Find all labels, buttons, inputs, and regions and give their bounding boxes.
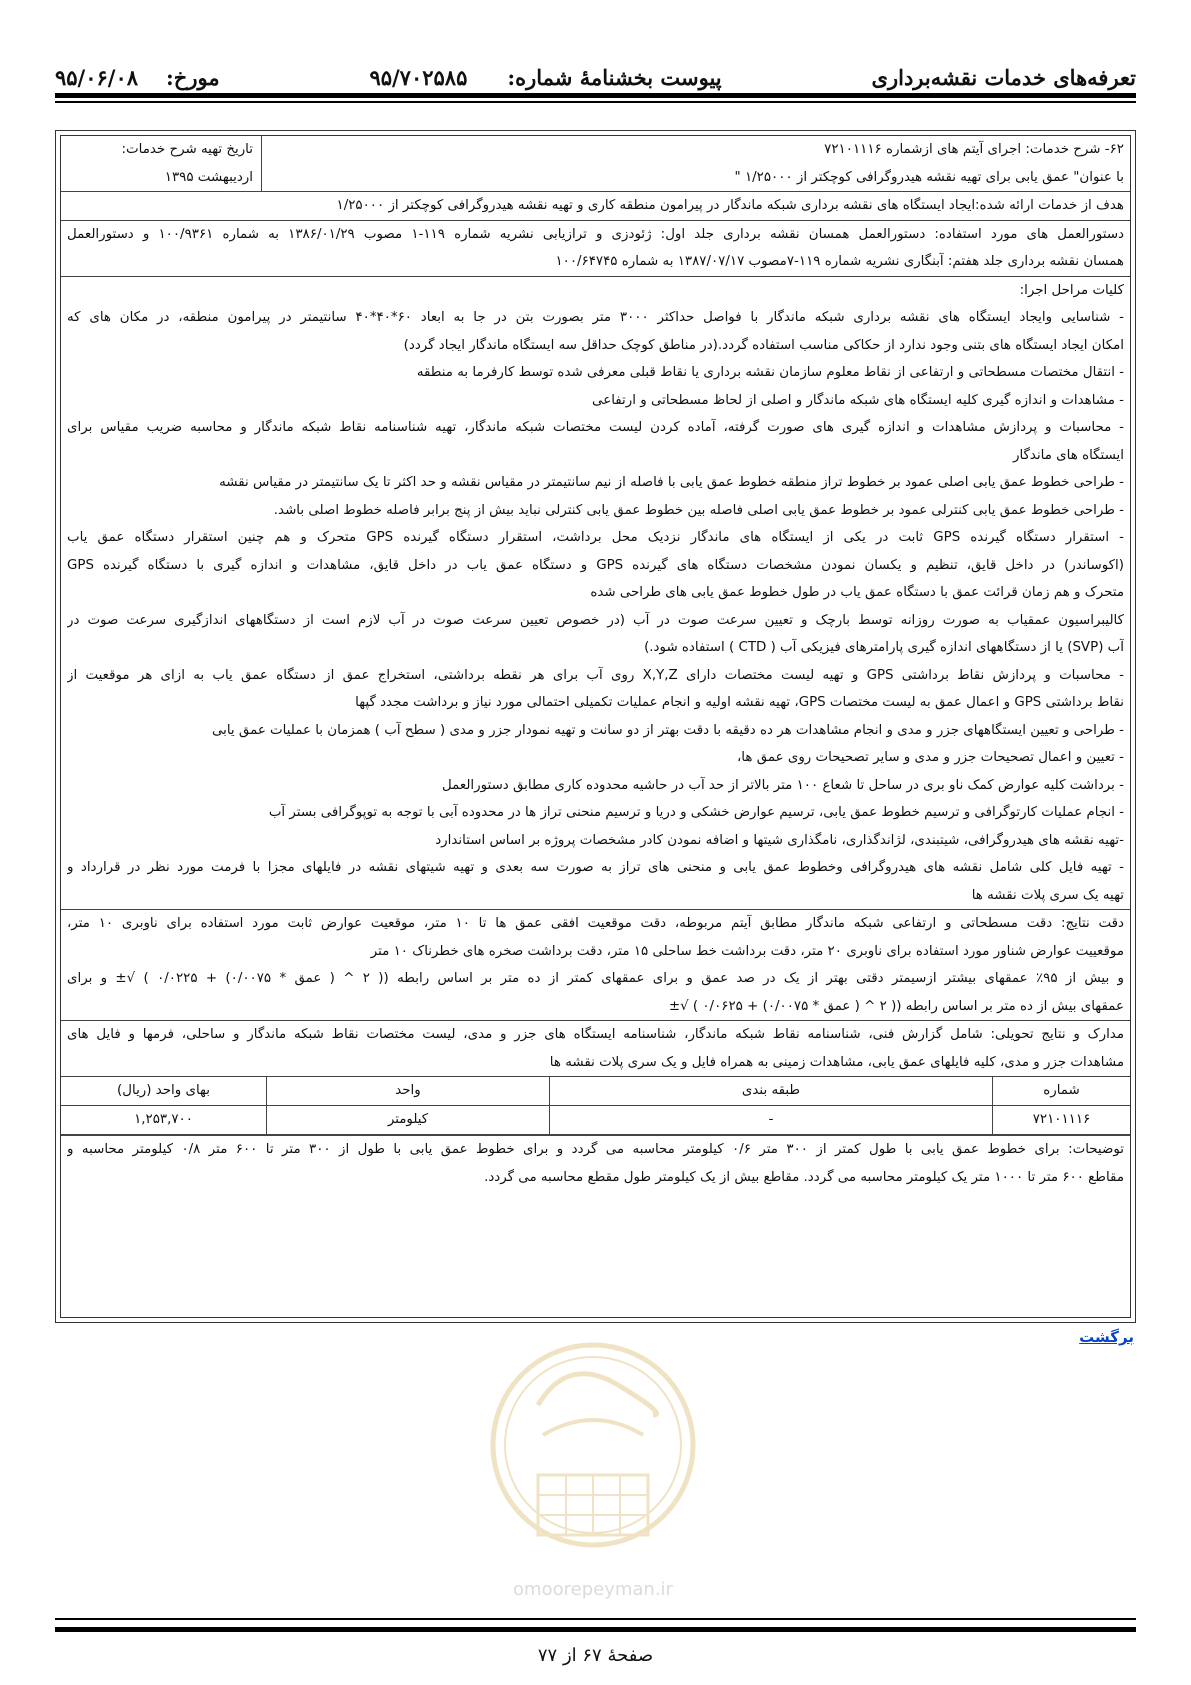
cell-unit: کیلومتر — [267, 1106, 550, 1135]
deliverables-row — [61, 1021, 1130, 1077]
standards-row — [61, 221, 1130, 277]
watermark-logo — [478, 1325, 708, 1615]
text-line: - طراحی خطوط عمق یابی اصلی عمود بر خطوط تراز منطقه خطوط عمق یابی با فاصله از نیم سانتیمتر در مقیاس نقشه و حد اکثر تا یک سانتیمتر در مقیاس نقشه — [219, 475, 1124, 490]
text-line: و بیش از ۹۵٪ عمقهای بیشتر ازسیمتر دقتی بهتر از یک در صد عمق و برای عمقهای کمتر از ده متر بر اساس رابطه (( ۲ ^ ( عمق * ۰/۰۰۷۵) + ۰/۰۲۲۵ ) √± و برای — [67, 971, 1124, 986]
header-cell-category: طبقه بندی — [550, 1077, 993, 1106]
back-link[interactable]: برگشت — [1079, 1328, 1134, 1346]
text-line: ایستگاه های ماندگار — [1013, 447, 1124, 463]
service-date-cell — [61, 136, 261, 191]
service-date-label: تاریخ تهیه شرح خدمات: — [121, 142, 253, 157]
date-info — [55, 65, 220, 90]
text-line: موقعییت عوارض شناور مورد استفاده برای ناوبری ۲۰ متر، دقت برداشت خط ساحلی ۱۵ متر، دقت برداشت صخره های خطرناک ۱۰ متر — [370, 943, 1124, 959]
document-title: تعرفه‌های خدمات نقشه‌برداری — [871, 64, 1136, 90]
text-line: امکان ایجاد ایستگاه های بتنی وجود ندارد از حکاکی مناسب استفاده گردد.(در مناطق کوچک حداقل سه ایستگاه ماندگار ایجاد گردد) — [403, 337, 1124, 353]
standards-line: دستورالعمل های مورد استفاده: دستورالعمل همسان نقشه برداری جلد اول: ژئودزی و ترازیابی نشریه شماره ۱۱۹-۱ مصوب ۱۳۸۶/۰۱/۲۹ به شماره ۱۰۰/۹۳۶۱ و دستورالعمل — [67, 226, 1124, 242]
text-line: - تهیه فایل کلی شامل نقشه های هیدروگرافی وخطوط عمق یابی و منحنی های تراز به صورت سه بعدی و تهیه شیتهای نقشه در فایلهای مجزا با فرمت مورد نظر در قرارداد و — [67, 860, 1124, 875]
goal-row — [61, 192, 1130, 221]
text-line: عمقهای بیش از ده متر بر اساس رابطه (( ۲ ^ ( عمق * ۰/۰۰۷۵) + ۰/۰۶۲۵ ) √± — [668, 998, 1124, 1014]
header-rule-thin — [55, 101, 1136, 103]
text-line: - محاسبات و پردازش نقاط برداشتی GPS و تهیه لیست مختصات دارای X,Y,Z روی آب برای هر نقطه برداشتی، استخراج عمق از دستگاه عمق یاب به ازای هر موقعیت از — [67, 667, 1124, 683]
service-description-line: با عنوان" عمق یابی برای تهیه نقشه هیدروگرافی کوچکتر از ۱/۲۵۰۰۰ " — [734, 169, 1124, 185]
goal-text: هدف از خدمات ارائه شده:ایجاد ایستگاه های نقشه برداری شبکه ماندگار در پیرامون منطقه کاری و تهیه نقشه هیدروگرافی کوچکتر از ۱/۲۵۰۰۰ — [336, 198, 1124, 213]
accuracy-row — [61, 910, 1130, 1021]
text-line: - برداشت کلیه عوارض کمک ناو بری در ساحل تا شعاع ۱۰۰ متر بالاتر از حد آب در حاشیه محدوده کاری مطابق دستورالعمل — [442, 777, 1124, 793]
attachment-number: ۹۵/۷۰۲۵۸۵ — [369, 64, 468, 90]
notes-row — [61, 1135, 1130, 1191]
text-line: تهیه یک سری پلات نقشه ها — [971, 887, 1124, 903]
header-cell-number: شماره — [993, 1077, 1131, 1106]
price-table — [61, 1077, 1130, 1135]
watermark-text: omoorepeyman.ir — [513, 1579, 673, 1600]
text-line: نقاط برداشتی GPS و اعمال عمق به لیست مختصات GPS، تهیه نقشه اولیه و انجام عملیات تکمیلی احتمالی مورد نیاز و برداشت مجدد گپها — [355, 695, 1124, 710]
text-line: -تهیه نقشه های هیدروگرافی، شیتبندی، لژاندگذاری، نامگذاری شیتها و اضافه نمودن کادر مشخصات پروژه بر اساس استاندارد — [435, 832, 1124, 848]
text-line: مشاهدات جزر و مدی، کلیه فایلهای عمق یابی، مشاهدات زمینی به همراه فایل و یک سری پلات نقشه ها — [549, 1054, 1124, 1070]
service-title-row — [61, 136, 1130, 192]
header-cell-price: بهای واحد (ریال) — [61, 1077, 267, 1106]
text-line: دقت نتایج: دقت مسطحاتی و ارتفاعی شبکه ماندگار مطابق آیتم مربوطه، دقت موقعیت افقی عمق ها تا ۱۰ متر، موقعیت عوارض ثابت مورد استفاده برای ناوبری ۱۰ متر، — [67, 916, 1124, 931]
text-line: - انجام عملیات کارتوگرافی و ترسیم خطوط عمق یابی، ترسیم عوارض خشکی و دریا و ترسیم منحنی تراز ها در محدوده آبی با توجه به توپوگرافی بستر آب — [268, 805, 1124, 820]
steps-list — [67, 304, 1124, 909]
text-line: - استقرار دستگاه گیرنده GPS ثابت در یکی از ایستگاه های ماندگار نزدیک محل برداشت، استقرار دستگاه گیرنده GPS متحرک و هم چنین استقرار دستگاه عمق یاب — [67, 530, 1124, 545]
text-line: مقاطع ۶۰۰ متر تا ۱۰۰۰ متر یک کیلومتر محاسبه می گردد. مقاطع بیش از یک کیلومتر طول مقطع محاسبه می گردد. — [484, 1169, 1124, 1185]
page-header — [55, 60, 1136, 94]
text-line: (اکوساندر) در داخل قایق، تنظیم و یکسان نمودن مشخصات دستگاه های گیرنده GPS و دستگاه عمق یاب در داخل قایق، مشاهدات و اندازه گیری با دستگاه گیرنده GPS — [67, 557, 1124, 573]
date-value: ۹۵/۰۶/۰۸ — [55, 64, 139, 90]
standards-line: همسان نقشه برداری جلد هفتم: آبنگاری نشریه شماره ۱۱۹-۷مصوب ۱۳۸۷/۰۷/۱۷ به شماره ۱۰۰/۶۴۷۴۵ — [555, 254, 1124, 269]
service-frame — [55, 130, 1136, 1323]
accuracy-text — [67, 910, 1124, 1020]
text-line: - انتقال مختصات مسطحاتی و ارتفاعی از نقاط معلوم سازمان نقشه برداری یا نقاط قبلی معرفی شده توسط کارفرما به منطقه — [416, 365, 1124, 380]
text-line: آب (SVP) یا از دستگاههای اندازه گیری پارامترهای فیزیکی آب ( CTD ) استفاده شود.) — [644, 640, 1124, 655]
service-description-line: ۶۲- شرح خدمات: اجرای آیتم های ازشماره ۷۲۱۰۱۱۱۶ — [824, 142, 1124, 157]
text-line: - طراحی خطوط عمق یابی کنترلی عمود بر خطوط عمق یابی اصلی فاصله بین خطوط عمق یابی کنترلی نباید بیش از پنج برابر فاصله خطوط اصلی باشد. — [273, 502, 1124, 518]
footer-rule-thin — [55, 1618, 1136, 1620]
header-cell-unit: واحد — [267, 1077, 550, 1106]
page-number: صفحهٔ ۶۷ از ۷۷ — [537, 1645, 654, 1666]
text-line: - شناسایی وایجاد ایستگاه های نقشه برداری شبکه ماندگار با فواصل حداکثر ۳۰۰۰ متر بصورت بتن در جا به ابعاد ۶۰*۴۰*۴۰ سانتیمتر در پیرامون منطقه، در مکان های که — [67, 310, 1124, 325]
date-label: مورخ: — [166, 64, 220, 90]
header-rule-thick — [55, 93, 1136, 98]
footer-rule-thick — [55, 1627, 1136, 1632]
price-table-header — [61, 1077, 1130, 1106]
price-table-row — [61, 1106, 1130, 1135]
attachment-label: پیوست بخشنامهٔ شماره: — [507, 64, 722, 90]
text-line: - طراحی و تعیین ایستگاههای جزر و مدی و انجام مشاهدات هر ده دقیقه با دقت بهتر از دو سانت و تهیه نمودار جزر و مدی ( سطح آب ) همزمان با عملیات عمق یابی — [211, 722, 1124, 738]
service-table — [60, 135, 1131, 1318]
text-line: کالیبراسیون عمقیاب به صورت روزانه توسط بارچک و تعیین سرعت صوت در آب (در خصوص تعیین سرعت صوت در آب لازم است از دستگاههای اندازگیری سرعت صوت در — [67, 612, 1124, 628]
attachment-info — [369, 65, 721, 90]
service-date-value: اردیبهشت ۱۳۹۵ — [164, 169, 253, 185]
steps-title: کلیات مراحل اجرا: — [1019, 282, 1124, 298]
steps-row — [61, 277, 1130, 911]
cell-number: ۷۲۱۰۱۱۱۶ — [993, 1106, 1131, 1135]
notes-text — [67, 1136, 1124, 1191]
text-line: - مشاهدات و اندازه گیری کلیه ایستگاه های شبکه ماندگار و اصلی از لحاظ مسطحاتی و ارتفاعی — [592, 392, 1124, 408]
cell-price: ۱,۲۵۳,۷۰۰ — [61, 1106, 267, 1135]
service-description — [261, 136, 1130, 191]
text-line: متحرک و هم زمان قرائت عمق با دستگاه عمق یاب در طول خطوط عمق یابی های طراحی شده — [590, 585, 1124, 600]
cell-category: - — [550, 1106, 993, 1135]
text-line: مدارک و نتایج تحویلی: شامل گزارش فنی، شناسنامه نقاط شبکه ماندگار، شناسنامه ایستگاه های جزر و مدی، لیست مختصات نقاط شبکه ماندگار و ساحلی، فرمها و فایل های — [67, 1027, 1124, 1042]
text-line: توضیحات: برای خطوط عمق یابی با طول کمتر از ۳۰۰ متر ۰/۶ کیلومتر محاسبه می گردد و برای خطوط عمق یابی با طول از ۳۰۰ متر تا ۶۰۰ متر ۰/۸ کیلومتر محاسبه و — [67, 1142, 1124, 1157]
text-line: - محاسبات و پردازش مشاهدات و اندازه گیری های صورت گرفته، آماده کردن لیست مختصات شبکه ماندگار، تهیه شناسنامه نقاط شبکه ماندگار و محاسبه ضریب مقیاس برای — [67, 420, 1124, 435]
deliverables-text — [67, 1021, 1124, 1076]
text-line: - تعیین و اعمال تصحیحات جزر و مدی و سایر تصحیحات روی عمق ها، — [736, 750, 1124, 765]
